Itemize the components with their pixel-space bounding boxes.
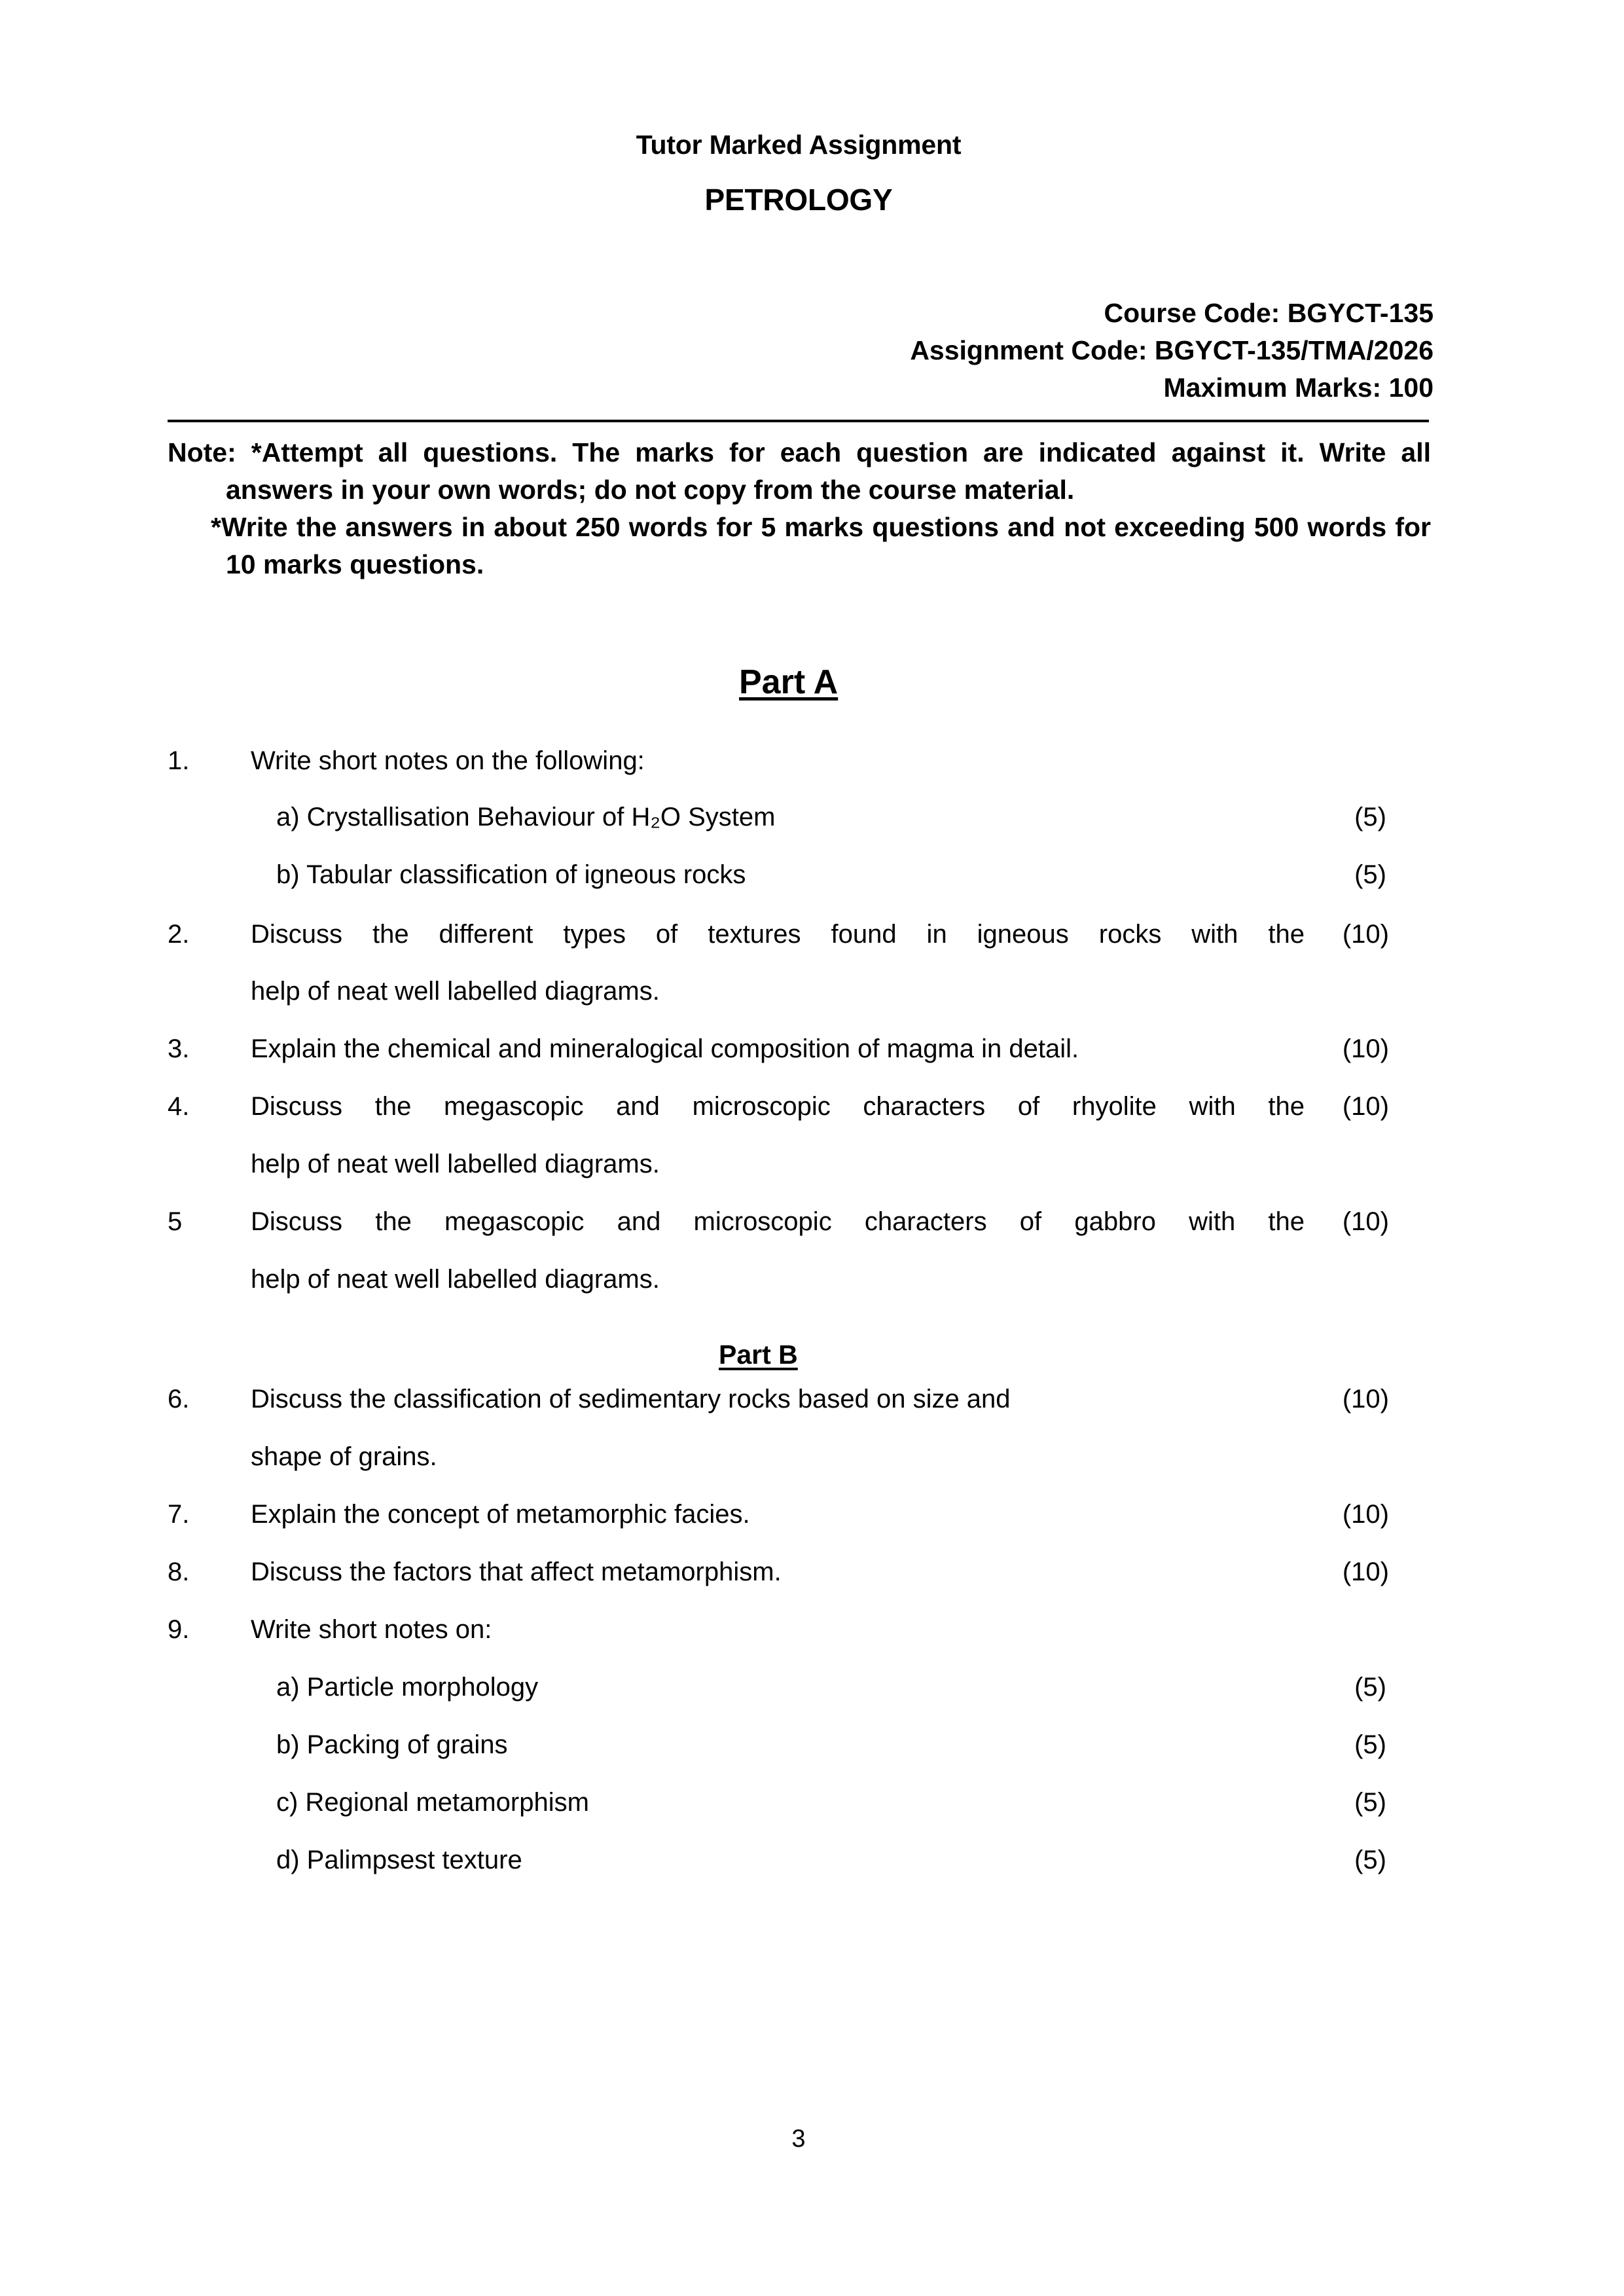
tutor-marked-assignment-title: Tutor Marked Assignment — [636, 130, 962, 160]
question-number: 3. — [168, 1034, 190, 1063]
question-row — [168, 1428, 1431, 1485]
subject-title: PETROLOGY — [704, 183, 893, 217]
question-row — [168, 962, 1431, 1020]
question-text: b) Packing of grains — [276, 1730, 508, 1759]
question-row — [168, 1250, 1431, 1308]
question-text: d) Palimpsest texture — [276, 1846, 522, 1874]
question-row — [168, 1370, 1431, 1428]
question-text: Explain the concept of metamorphic facies. — [251, 1500, 750, 1529]
question-row — [168, 1135, 1431, 1193]
question-text: help of neat well labelled diagrams. — [251, 1150, 660, 1178]
question-marks: (5) — [1354, 860, 1386, 889]
page-number: 3 — [791, 2125, 806, 2153]
question-row — [168, 1601, 1431, 1658]
question-marks: (5) — [1354, 1846, 1386, 1874]
question-text: a) Crystallisation Behaviour of H₂O System — [276, 803, 776, 831]
question-row — [168, 1193, 1431, 1250]
question-text: c) Regional metamorphism — [276, 1788, 589, 1817]
question-row — [168, 1716, 1431, 1774]
question-text: shape of grains. — [251, 1442, 437, 1471]
question-text: Explain the chemical and mineralogical composition of magma in detail. — [251, 1034, 1079, 1063]
note-block — [168, 434, 1431, 583]
question-number: 6. — [168, 1385, 190, 1413]
question-row — [168, 846, 1431, 903]
question-row — [168, 1543, 1431, 1601]
question-text: Discuss the classification of sedimentary rocks based on size and — [251, 1385, 1011, 1413]
note-paragraph-2: *Write the answers in about 250 words for 5 marks questions and not exceeding 500 words for 10 marks questions. — [211, 512, 1431, 579]
question-number: 5 — [168, 1207, 183, 1236]
question-text: Discuss the factors that affect metamorphism. — [251, 1558, 782, 1586]
question-number: 9. — [168, 1615, 190, 1644]
question-text: help of neat well labelled diagrams. — [251, 977, 660, 1006]
question-marks: (10) — [1342, 1092, 1389, 1121]
question-row — [168, 1485, 1431, 1543]
note-paragraph-1: Note: *Attempt all questions. The marks for each question are indicated against it. Write all answers in your own words; do not copy from the course material. — [168, 437, 1431, 505]
question-row — [168, 1831, 1431, 1889]
header-divider — [168, 420, 1429, 422]
question-marks: (5) — [1354, 1788, 1386, 1817]
question-text: Write short notes on: — [251, 1615, 492, 1644]
question-row — [168, 1774, 1431, 1831]
question-marks: (5) — [1354, 1673, 1386, 1702]
assignment-code: Assignment Code: BGYCT-135/TMA/2026 — [910, 335, 1434, 365]
question-marks: (5) — [1354, 1730, 1386, 1759]
maximum-marks: Maximum Marks: 100 — [1163, 373, 1434, 403]
question-number: 7. — [168, 1500, 190, 1529]
question-marks: (5) — [1354, 803, 1386, 831]
part-a-heading: Part A — [739, 663, 839, 701]
question-marks: (10) — [1342, 1207, 1389, 1236]
question-text: Discuss the different types of textures found in igneous rocks with the — [251, 920, 1305, 949]
question-marks: (10) — [1342, 920, 1389, 949]
question-text: Write short notes on the following: — [251, 746, 645, 775]
question-text: a) Particle morphology — [276, 1673, 539, 1702]
question-row — [168, 905, 1431, 963]
question-number: 8. — [168, 1558, 190, 1586]
question-number: 2. — [168, 920, 190, 949]
question-marks: (10) — [1342, 1385, 1389, 1413]
question-marks: (10) — [1342, 1558, 1389, 1586]
question-row — [168, 1078, 1431, 1135]
course-code: Course Code: BGYCT-135 — [1104, 298, 1434, 328]
part-b-heading: Part B — [719, 1339, 798, 1370]
question-text: Discuss the megascopic and microscopic characters of gabbro with the — [251, 1207, 1305, 1236]
question-row — [168, 1020, 1431, 1078]
question-number: 4. — [168, 1092, 190, 1121]
question-text: b) Tabular classification of igneous rocks — [276, 860, 746, 889]
question-text: Discuss the megascopic and microscopic characters of rhyolite with the — [251, 1092, 1305, 1121]
question-row — [168, 732, 1431, 790]
question-text: help of neat well labelled diagrams. — [251, 1265, 660, 1294]
question-row — [168, 788, 1431, 846]
question-number: 1. — [168, 746, 190, 775]
question-row — [168, 1658, 1431, 1716]
question-marks: (10) — [1342, 1500, 1389, 1529]
question-marks: (10) — [1342, 1034, 1389, 1063]
